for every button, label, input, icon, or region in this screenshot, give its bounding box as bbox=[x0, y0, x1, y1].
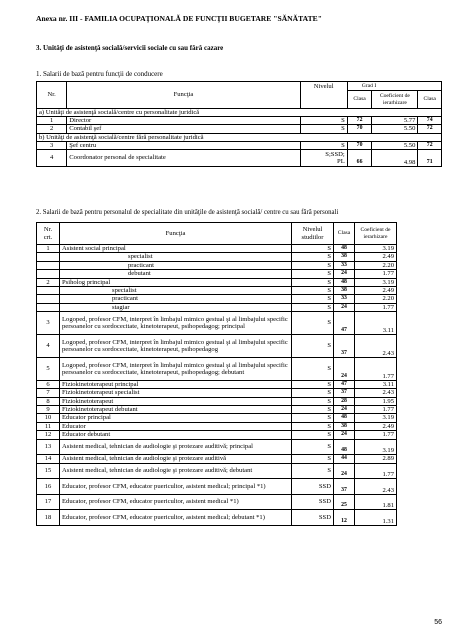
row-functia: Fiziokinetoterapeut specialist bbox=[60, 389, 292, 397]
row-number: 7 bbox=[37, 389, 60, 397]
row-clasa: 24 bbox=[334, 270, 355, 278]
row-nivel: S bbox=[292, 422, 334, 430]
header-clasa: Clasa bbox=[347, 91, 372, 109]
row-coeficient: 2.49 bbox=[355, 422, 397, 430]
table-row bbox=[37, 117, 442, 125]
table-row bbox=[37, 312, 443, 335]
row-nivel: S bbox=[292, 261, 334, 269]
row-number: 16 bbox=[37, 479, 60, 495]
row-coeficient: 1.31 bbox=[355, 510, 397, 526]
row-clasa: 37 bbox=[334, 335, 355, 358]
row-functia: Educator, profesor CFM, educator puericultor, asistent medical; debutant *1) bbox=[60, 510, 292, 526]
group-a-label: a) Unităţi de asistenţă socială/centre cu personalitate juridică bbox=[37, 109, 442, 117]
row-coeficient: 1.77 bbox=[355, 463, 397, 479]
row-functia: specialist bbox=[60, 253, 292, 261]
row-functia: Asistent social principal bbox=[60, 245, 292, 253]
row-clasa: 47 bbox=[334, 380, 355, 388]
row-number: 17 bbox=[37, 494, 60, 510]
table-row bbox=[37, 463, 443, 479]
row-nivel: SSD bbox=[292, 494, 334, 510]
row-nivel: S bbox=[292, 414, 334, 422]
row-number: 15 bbox=[37, 463, 60, 479]
row-functia: debutant bbox=[60, 270, 292, 278]
table-row bbox=[37, 405, 443, 413]
row-number: 9 bbox=[37, 405, 60, 413]
table2-caption: 2. Salarii de bază pentru personalul de specialitate din unităţile de asistenţă socială/ centre cu sau fără personali bbox=[36, 209, 339, 216]
row-number bbox=[37, 261, 60, 269]
table-row bbox=[37, 397, 443, 405]
row-functia: Psiholog principal bbox=[60, 278, 292, 286]
row-functia: Şef centru bbox=[67, 141, 300, 149]
row-coeficient: 1.77 bbox=[355, 405, 397, 413]
row-nivel: SSD bbox=[292, 479, 334, 495]
row-nivel: S bbox=[292, 397, 334, 405]
table-row bbox=[37, 414, 443, 422]
row-functia: Contabil şef bbox=[67, 125, 300, 133]
row-number: 3 bbox=[37, 312, 60, 335]
row-number: 14 bbox=[37, 455, 60, 463]
section-heading: 3. Unităţi de asistenţă socială/servicii sociale cu sau fără cazare bbox=[36, 44, 224, 52]
row-coeficient: 3.19 bbox=[355, 414, 397, 422]
row-functia: Educator, profesor CFM, educator puericultor, asistent medical *1) bbox=[60, 494, 292, 510]
row-coeficient: 1.95 bbox=[355, 397, 397, 405]
header-nr: Nr. bbox=[37, 82, 67, 109]
row-coeficient: 2.43 bbox=[355, 479, 397, 495]
row-coeficient: 1.77 bbox=[355, 270, 397, 278]
table-row bbox=[37, 335, 443, 358]
header-coeficient: Coeficient de ierarhizare bbox=[355, 223, 397, 245]
row-coeficient: 1.81 bbox=[355, 494, 397, 510]
header-functia: Funcţia bbox=[67, 82, 300, 109]
row-functia: Director bbox=[67, 117, 300, 125]
row-clasa: 24 bbox=[334, 405, 355, 413]
specialist-salary-table bbox=[36, 222, 443, 526]
row-clasa: 25 bbox=[334, 494, 355, 510]
row-clasa: 28 bbox=[334, 397, 355, 405]
row-nivel: S bbox=[292, 286, 334, 294]
row-clasa: 38 bbox=[334, 286, 355, 294]
header-functia: Funcţia bbox=[60, 223, 292, 245]
table-row bbox=[37, 389, 443, 397]
row-coeficient: 5.50 bbox=[372, 125, 418, 133]
row-functia: specialist bbox=[60, 286, 292, 294]
table-row bbox=[37, 357, 443, 380]
row-clasa: 70 bbox=[347, 141, 372, 149]
row-number: 11 bbox=[37, 422, 60, 430]
table-row bbox=[37, 295, 443, 303]
row-clasa: 37 bbox=[334, 389, 355, 397]
table-row bbox=[37, 303, 443, 311]
row-clasa: 44 bbox=[334, 455, 355, 463]
row-clasa: 48 bbox=[334, 278, 355, 286]
row-number: 10 bbox=[37, 414, 60, 422]
row-number: 5 bbox=[37, 357, 60, 380]
header-coeficient: Coeficient de ierarhizare bbox=[372, 91, 418, 109]
row-coeficient: 2.20 bbox=[355, 261, 397, 269]
row-number: 8 bbox=[37, 397, 60, 405]
row-coeficient: 3.19 bbox=[355, 439, 397, 455]
row-coeficient: 3.11 bbox=[355, 312, 397, 335]
row-functia: Educator bbox=[60, 422, 292, 430]
row-coeficient: 2.43 bbox=[355, 389, 397, 397]
header-clasa-2: Clasa bbox=[418, 91, 442, 109]
row-nivel: S bbox=[292, 357, 334, 380]
row-number: 12 bbox=[37, 431, 60, 439]
table1-caption: 1. Salarii de bază pentru funcţii de conducere bbox=[36, 70, 163, 78]
row-coeficient: 2.89 bbox=[355, 455, 397, 463]
row-coeficient: 1.77 bbox=[355, 303, 397, 311]
table-row bbox=[37, 494, 443, 510]
row-functia: Educator debutant bbox=[60, 431, 292, 439]
row-clasa-2: 71 bbox=[418, 150, 442, 167]
row-clasa: 72 bbox=[347, 117, 372, 125]
row-clasa: 24 bbox=[334, 431, 355, 439]
row-clasa: 24 bbox=[334, 303, 355, 311]
row-clasa: 70 bbox=[347, 125, 372, 133]
row-nivel: S bbox=[292, 380, 334, 388]
row-nivel: S bbox=[300, 141, 347, 149]
row-number: 6 bbox=[37, 380, 60, 388]
row-nivel: SSD bbox=[292, 510, 334, 526]
row-nivel: S bbox=[292, 312, 334, 335]
row-nivel: S bbox=[292, 295, 334, 303]
row-coeficient: 1.77 bbox=[355, 357, 397, 380]
row-coeficient: 2.49 bbox=[355, 286, 397, 294]
row-functia: Fiziokinetoterapeut debutant bbox=[60, 405, 292, 413]
row-number: 2 bbox=[37, 125, 67, 133]
row-number: 4 bbox=[37, 150, 67, 167]
table-row bbox=[37, 380, 443, 388]
header-nivelul-studiilor: Nivelul studiilor bbox=[292, 223, 334, 245]
row-clasa: 48 bbox=[334, 414, 355, 422]
row-coeficient: 5.77 bbox=[372, 117, 418, 125]
table-row bbox=[37, 455, 443, 463]
row-coeficient: 1.77 bbox=[355, 431, 397, 439]
row-clasa: 38 bbox=[334, 422, 355, 430]
row-functia: Educator principal bbox=[60, 414, 292, 422]
row-nivel: S bbox=[292, 463, 334, 479]
row-clasa: 48 bbox=[334, 245, 355, 253]
row-nivel: S bbox=[292, 389, 334, 397]
table-row bbox=[37, 431, 443, 439]
row-functia: Logoped, profesor CFM, interpret în limbajul mimico gestual şi al limbajului specific persoanelor cu sordocecitate, kinetoterapeut, psihopedagog; principal bbox=[60, 312, 292, 335]
table-row bbox=[37, 261, 443, 269]
row-number bbox=[37, 286, 60, 294]
row-number bbox=[37, 295, 60, 303]
table-row bbox=[37, 479, 443, 495]
row-coeficient: 4.98 bbox=[372, 150, 418, 167]
row-coeficient: 2.49 bbox=[355, 253, 397, 261]
row-clasa: 24 bbox=[334, 357, 355, 380]
row-nivel: S;SSD; PL bbox=[300, 150, 347, 167]
row-clasa: 48 bbox=[334, 439, 355, 455]
row-clasa-2: 72 bbox=[418, 141, 442, 149]
row-nivel: S bbox=[292, 439, 334, 455]
group-b-label: b) Unităţi de asistenţă socială/centre fără personalitate juridică bbox=[37, 133, 442, 141]
row-clasa: 66 bbox=[347, 150, 372, 167]
row-nivel: S bbox=[300, 117, 347, 125]
row-functia: Fiziokinetoterapeut principal bbox=[60, 380, 292, 388]
row-nivel: S bbox=[292, 278, 334, 286]
row-clasa: 47 bbox=[334, 312, 355, 335]
row-nivel: S bbox=[292, 253, 334, 261]
row-functia: stagiar bbox=[60, 303, 292, 311]
table-row bbox=[37, 439, 443, 455]
header-clasa: Clasa bbox=[334, 223, 355, 245]
table-row bbox=[37, 422, 443, 430]
row-number: 18 bbox=[37, 510, 60, 526]
row-functia: Asistent medical, tehnician de audiologie şi protezare auditivă; principal bbox=[60, 439, 292, 455]
row-functia: Logoped, profesor CFM, interpret în limbajul mimico gestual şi al limbajului specific persoanelor cu sordocecitate, kinetoterapeut, psihopedagog bbox=[60, 335, 292, 358]
row-clasa: 33 bbox=[334, 261, 355, 269]
row-nivel: S bbox=[292, 245, 334, 253]
row-coeficient: 2.20 bbox=[355, 295, 397, 303]
row-nivel: S bbox=[292, 303, 334, 311]
row-nivel: S bbox=[292, 455, 334, 463]
row-number: 3 bbox=[37, 141, 67, 149]
row-clasa: 38 bbox=[334, 253, 355, 261]
row-number bbox=[37, 303, 60, 311]
row-clasa-2: 72 bbox=[418, 125, 442, 133]
row-functia: Asistent medical, tehnician de audiologie şi protezare auditivă bbox=[60, 455, 292, 463]
row-number: 4 bbox=[37, 335, 60, 358]
table-row bbox=[37, 245, 443, 253]
row-clasa: 12 bbox=[334, 510, 355, 526]
row-functia: practicant bbox=[60, 261, 292, 269]
row-number: 2 bbox=[37, 278, 60, 286]
row-number bbox=[37, 253, 60, 261]
row-nivel: S bbox=[292, 431, 334, 439]
table-row bbox=[37, 286, 443, 294]
document-title: Anexa nr. III - FAMILIA OCUPAŢIONALĂ DE FUNCŢII BUGETARE "SĂNĂTATE" bbox=[36, 14, 322, 23]
row-functia: Educator, profesor CFM, educator puericultor, asistent medical; principal *1) bbox=[60, 479, 292, 495]
row-functia: Asistent medical, tehnician de audiologie şi protezare auditivă; debutant bbox=[60, 463, 292, 479]
row-clasa: 33 bbox=[334, 295, 355, 303]
header-grad: Grad I bbox=[347, 82, 441, 91]
row-clasa: 37 bbox=[334, 479, 355, 495]
row-coeficient: 3.11 bbox=[355, 380, 397, 388]
row-coeficient: 5.50 bbox=[372, 141, 418, 149]
row-nivel: S bbox=[292, 335, 334, 358]
row-clasa: 24 bbox=[334, 463, 355, 479]
row-coeficient: 2.43 bbox=[355, 335, 397, 358]
table-row bbox=[37, 270, 443, 278]
row-coeficient: 3.19 bbox=[355, 278, 397, 286]
header-nivelul: Nivelul bbox=[300, 82, 347, 91]
row-number: 1 bbox=[37, 245, 60, 253]
row-nivel: S bbox=[300, 125, 347, 133]
row-nivel: S bbox=[292, 270, 334, 278]
row-number: 13 bbox=[37, 439, 60, 455]
row-nivel: S bbox=[292, 405, 334, 413]
table-row bbox=[37, 510, 443, 526]
table-row bbox=[37, 253, 443, 261]
row-number: 1 bbox=[37, 117, 67, 125]
table-row bbox=[37, 125, 442, 133]
row-clasa-2: 74 bbox=[418, 117, 442, 125]
row-functia: practicant bbox=[60, 295, 292, 303]
table-row bbox=[37, 141, 442, 149]
table-row bbox=[37, 278, 443, 286]
row-number bbox=[37, 270, 60, 278]
row-functia: Fiziokinetoterapeut bbox=[60, 397, 292, 405]
page-number: 56 bbox=[434, 619, 442, 626]
row-coeficient: 3.19 bbox=[355, 245, 397, 253]
row-functia: Logoped, profesor CFM, interpret în limbajul mimico gestual şi al limbajului specific persoanelor cu sordocecitate, kinetoterapeut, psihopedagog; debutant bbox=[60, 357, 292, 380]
table-row bbox=[37, 150, 442, 167]
header-nr-crt: Nr. crt. bbox=[37, 223, 60, 245]
leadership-salary-table bbox=[36, 81, 442, 167]
row-functia: Coordonator personal de specialitate bbox=[67, 150, 300, 167]
